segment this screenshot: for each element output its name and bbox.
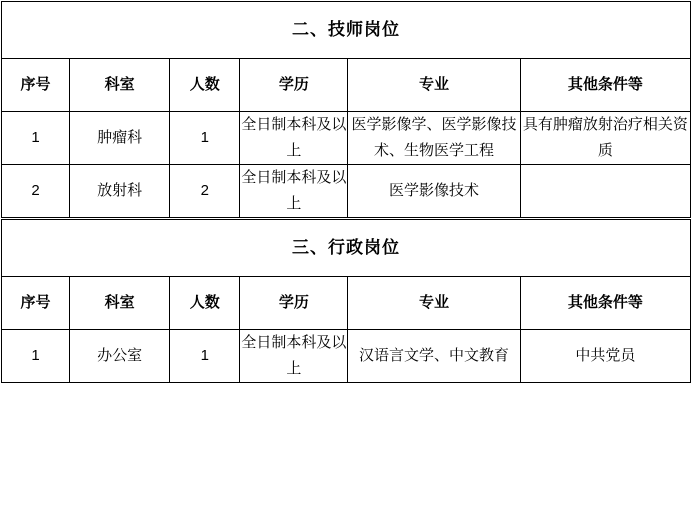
- table-section-title-row: [2, 2, 691, 59]
- cell-count: 2: [170, 165, 240, 218]
- technician-post-table: [1, 1, 691, 218]
- cell-count: 1: [170, 112, 240, 165]
- cell-other: [520, 165, 690, 218]
- document-page: [0, 1, 692, 512]
- cell-education: 全日制本科及以上: [240, 165, 348, 218]
- column-header-index: 序号: [2, 277, 70, 330]
- cell-education: 全日制本科及以上: [240, 112, 348, 165]
- cell-department: 肿瘤科: [70, 112, 170, 165]
- cell-index: 2: [2, 165, 70, 218]
- table-row: [2, 112, 691, 165]
- column-header-count: 人数: [170, 59, 240, 112]
- column-header-education: 学历: [240, 277, 348, 330]
- column-header-other: 其他条件等: [520, 277, 690, 330]
- cell-other: 具有肿瘤放射治疗相关资质: [520, 112, 690, 165]
- cell-major: 汉语言文学、中文教育: [348, 330, 520, 383]
- table-section-title-row: [2, 220, 691, 277]
- column-header-department: 科室: [70, 277, 170, 330]
- cell-major: 医学影像学、医学影像技术、生物医学工程: [348, 112, 520, 165]
- cell-count: 1: [170, 330, 240, 383]
- table-row: [2, 330, 691, 383]
- section-title: 三、行政岗位: [2, 220, 691, 277]
- column-header-other: 其他条件等: [520, 59, 690, 112]
- column-header-index: 序号: [2, 59, 70, 112]
- cell-department: 办公室: [70, 330, 170, 383]
- section-title: 二、技师岗位: [2, 2, 691, 59]
- column-header-count: 人数: [170, 277, 240, 330]
- column-header-education: 学历: [240, 59, 348, 112]
- cell-index: 1: [2, 112, 70, 165]
- table-row: [2, 165, 691, 218]
- administrative-post-table: [1, 219, 691, 383]
- cell-department: 放射科: [70, 165, 170, 218]
- cell-education: 全日制本科及以上: [240, 330, 348, 383]
- cell-index: 1: [2, 330, 70, 383]
- column-header-major: 专业: [348, 277, 520, 330]
- cell-major: 医学影像技术: [348, 165, 520, 218]
- column-header-department: 科室: [70, 59, 170, 112]
- column-header-major: 专业: [348, 59, 520, 112]
- cell-other: 中共党员: [520, 330, 690, 383]
- table-header-row: [2, 277, 691, 330]
- table-header-row: [2, 59, 691, 112]
